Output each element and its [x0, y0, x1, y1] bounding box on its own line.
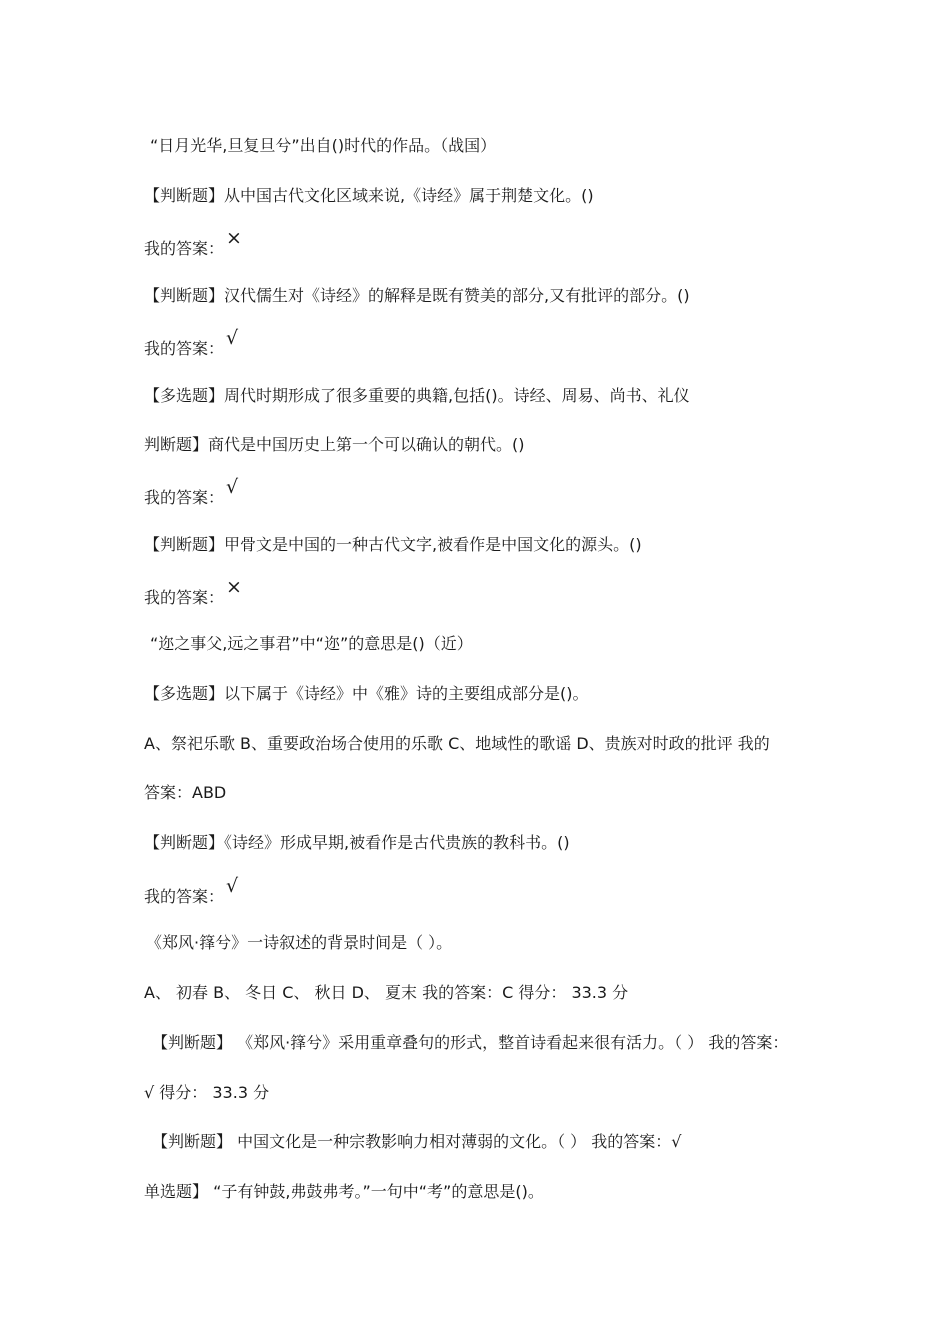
line-text: 【多选题】以下属于《诗经》中《雅》诗的主要组成部分是()。: [144, 684, 589, 703]
answer-label: 我的答案：: [144, 887, 225, 906]
options-line: [144, 982, 824, 1004]
answer-label: 我的答案：: [144, 239, 225, 258]
question-line: [144, 385, 824, 407]
question-line: [144, 683, 824, 705]
answer-line: [144, 875, 824, 908]
line-text: “迩之事父,远之事君”中“迩”的意思是()（近）: [150, 634, 473, 653]
cross-mark-icon: ×: [226, 227, 242, 249]
line-text: A、祭祀乐歌 B、重要政治场合使用的乐歌 C、地域性的歌谣 D、贵族对时政的批评 我的: [144, 734, 770, 753]
line-text: 判断题】商代是中国历史上第一个可以确认的朝代。(): [144, 435, 525, 454]
question-line: [144, 285, 824, 307]
check-mark-icon: √: [226, 875, 239, 897]
line-text: 【判断题】 中国文化是一种宗教影响力相对薄弱的文化。（ ） 我的答案：√: [152, 1132, 682, 1151]
cross-mark-icon: ×: [226, 576, 242, 598]
answer-line: [144, 227, 824, 260]
line-text: 【判断题】从中国古代文化区域来说,《诗经》属于荆楚文化。(): [144, 186, 594, 205]
question-line: [152, 1032, 832, 1054]
question-line: [144, 534, 824, 556]
line-text: 答案：ABD: [144, 783, 227, 802]
line-text: √ 得分： 33.3 分: [144, 1083, 270, 1102]
answer-label: 我的答案：: [144, 488, 225, 507]
question-line: [144, 434, 824, 456]
text-line: [150, 633, 830, 655]
answer-line: [144, 576, 824, 609]
line-text: 单选题】 “子有钟鼓,弗鼓弗考。”一句中“考”的意思是()。: [144, 1182, 544, 1201]
question-line: [146, 932, 826, 954]
question-line: [152, 1131, 832, 1153]
check-mark-icon: √: [226, 327, 239, 349]
options-line: [144, 733, 824, 755]
text-line: [150, 135, 830, 157]
line-text: “日月光华,旦复旦兮”出自()时代的作品。（战国）: [150, 136, 497, 155]
question-line: [144, 832, 824, 854]
line-text: 【判断题】《诗经》形成早期,被看作是古代贵族的教科书。(): [144, 833, 570, 852]
line-text: 【判断题】汉代儒生对《诗经》的解释是既有赞美的部分,又有批评的部分。(): [144, 286, 690, 305]
answer-line: [144, 1082, 824, 1104]
line-text: 【判断题】甲骨文是中国的一种古代文字,被看作是中国文化的源头。(): [144, 535, 642, 554]
question-line: [144, 185, 824, 207]
check-mark-icon: √: [226, 476, 239, 498]
line-text: 《郑风·箨兮》一诗叙述的背景时间是（ ）。: [146, 933, 453, 952]
answer-line: [144, 476, 824, 509]
answer-label: 我的答案：: [144, 588, 225, 607]
line-text: A、 初春 B、 冬日 C、 秋日 D、 夏末 我的答案：C 得分： 33.3 分: [144, 983, 629, 1002]
line-text: 【判断题】 《郑风·箨兮》采用重章叠句的形式，整首诗看起来很有活力。（ ） 我的答案：: [152, 1033, 789, 1052]
question-line: [144, 1181, 824, 1203]
answer-line: [144, 327, 824, 360]
answer-label: 我的答案：: [144, 339, 225, 358]
line-text: 【多选题】周代时期形成了很多重要的典籍,包括()。诗经、周易、尚书、礼仪: [144, 386, 690, 405]
answer-line: [144, 782, 824, 804]
